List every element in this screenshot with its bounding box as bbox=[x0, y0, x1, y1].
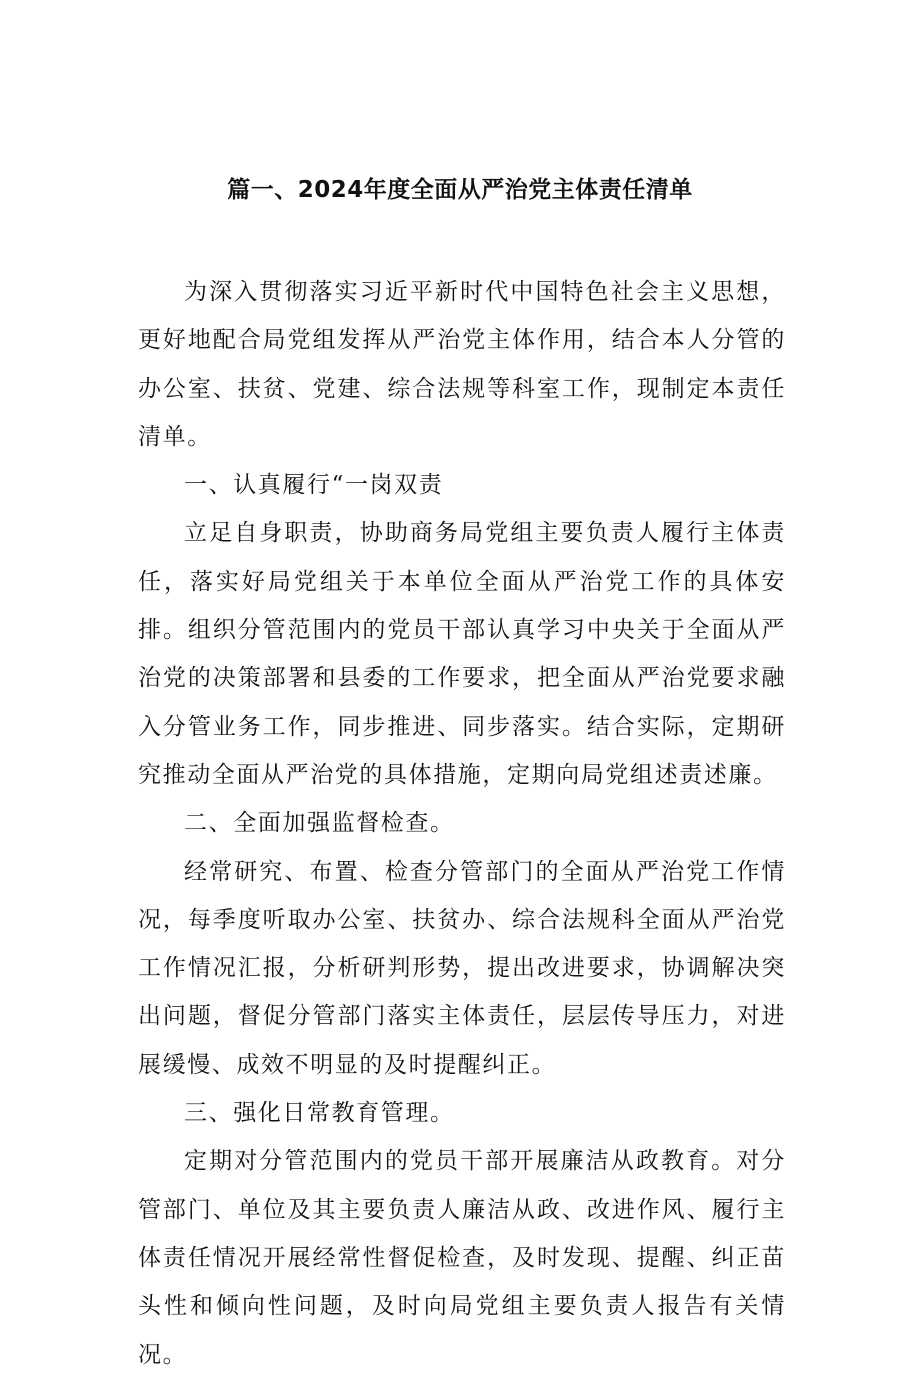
paragraph-intro: 为深入贯彻落实习近平新时代中国特色社会主义思想，更好地配合局党组发挥从严治党主体作用，结合本人分管的办公室、扶贫、党建、综合法规等科室工作，现制定本责任清单。 bbox=[138, 279, 786, 450]
paragraph-section-2: 经常研究、布置、检查分管部门的全面从严治党工作情况，每季度听取办公室、扶贫办、综合法规科全面从严治党工作情况汇报，分析研判形势，提出改进要求，协调解决突出问题，督促分管部门落实主体责任，层层传导压力，对进展缓慢、成效不明显的及时提醒纠正。 bbox=[138, 858, 786, 1078]
section-heading-2: 二、全面加强监督检查。 bbox=[184, 810, 455, 837]
section-heading-1: 一、认真履行“一岗双责 bbox=[184, 472, 444, 499]
paragraph-section-3: 定期对分管范围内的党员干部开展廉洁从政教育。对分管部门、单位及其主要负责人廉洁从政、改进作风、履行主体责任情况开展经常性督促检查，及时发现、提醒、纠正苗头性和倾向性问题，及时向局党组主要负责人报告有关情况。 bbox=[138, 1148, 786, 1368]
document-body bbox=[138, 268, 786, 1379]
paragraph-section-1: 立足自身职责，协助商务局党组主要负责人履行主体责任，落实好局党组关于本单位全面从严治党工作的具体安排。组织分管范围内的党员干部认真学习中央关于全面从严治党的决策部署和县委的工作要求，把全面从严治党要求融入分管业务工作，同步推进、同步落实。结合实际，定期研究推动全面从严治党的具体措施，定期向局党组述责述廉。 bbox=[138, 520, 786, 788]
section-heading-3: 三、强化日常教育管理。 bbox=[184, 1100, 455, 1127]
document-title: 篇一、2024年度全面从严治党主体责任清单 bbox=[227, 177, 693, 203]
